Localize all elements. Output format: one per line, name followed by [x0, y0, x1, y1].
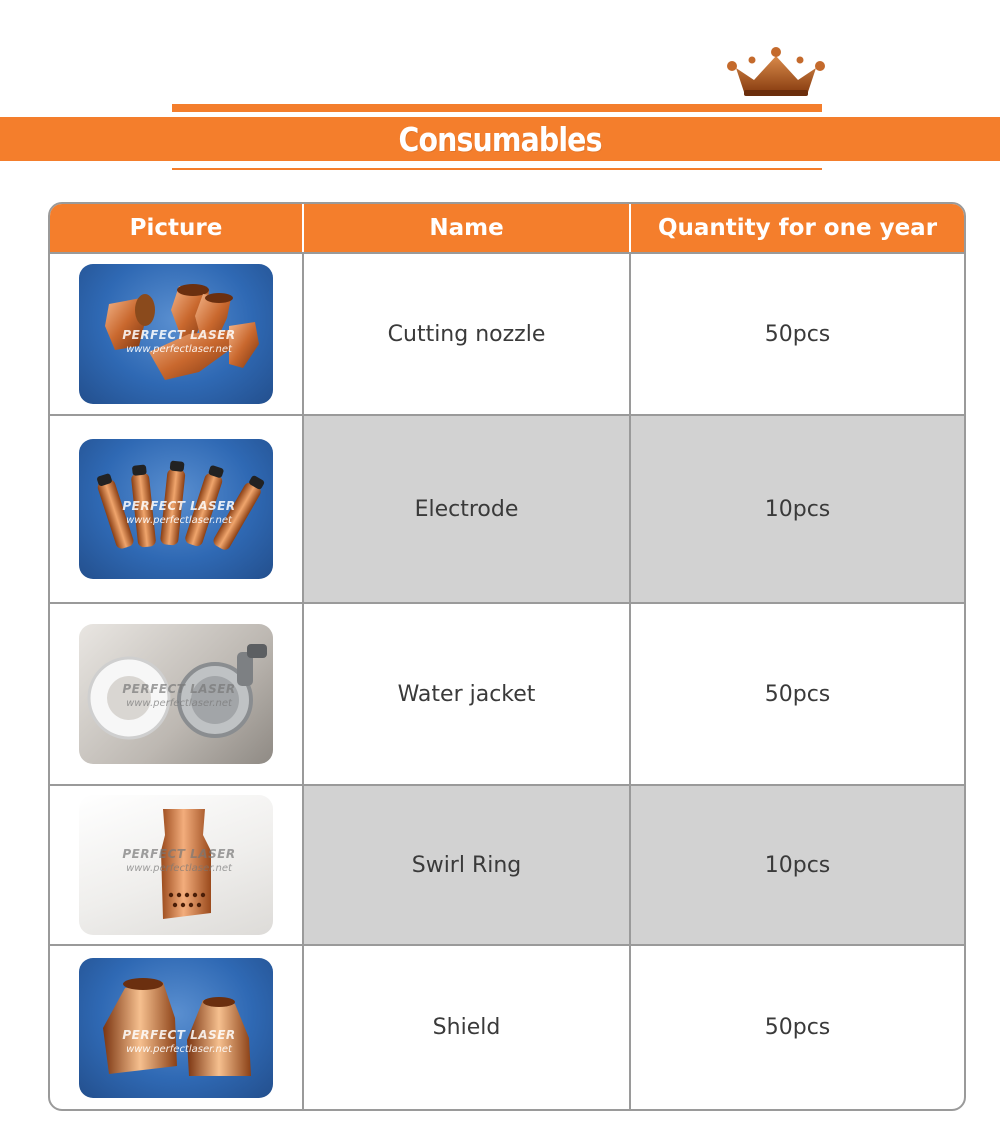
- item-quantity: 50pcs: [764, 1015, 831, 1040]
- picture-cell: [50, 254, 302, 414]
- item-quantity: 50pcs: [764, 681, 831, 707]
- page-title: Consumables: [398, 119, 602, 159]
- table-row: [50, 252, 964, 414]
- photo-watermark-url: www.perfectlaser.net: [126, 863, 232, 874]
- name-cell: [302, 254, 629, 414]
- name-cell: [302, 416, 629, 602]
- picture-cell: [50, 416, 302, 602]
- item-quantity: 10pcs: [764, 496, 831, 522]
- swirl-ring-photo: [79, 795, 273, 935]
- item-name: Swirl Ring: [411, 852, 522, 878]
- name-cell: [302, 786, 629, 944]
- item-quantity: 50pcs: [764, 321, 831, 347]
- picture-cell: [50, 946, 302, 1109]
- picture-cell: [50, 786, 302, 944]
- photo-watermark: PERFECT LASER: [122, 847, 236, 861]
- crown-icon: [726, 46, 826, 98]
- name-cell: [302, 946, 629, 1109]
- photo-watermark: PERFECT LASER: [122, 1027, 236, 1042]
- quantity-cell: [629, 786, 964, 944]
- photo-watermark: PERFECT LASER: [122, 499, 236, 513]
- table-row: [50, 602, 964, 784]
- quantity-cell: [629, 254, 964, 414]
- banner-bottom-rule: [172, 168, 822, 170]
- table-row: [50, 414, 964, 602]
- header-quantity: Quantity for one year: [629, 204, 964, 252]
- picture-cell: [50, 604, 302, 784]
- header-name: Name: [302, 204, 629, 252]
- shield-photo: [79, 958, 273, 1098]
- consumables-table: [48, 202, 966, 1111]
- photo-watermark-url: www.perfectlaser.net: [126, 515, 232, 526]
- banner-band: [0, 117, 1000, 161]
- item-name: Cutting nozzle: [387, 321, 546, 347]
- item-quantity: 10pcs: [764, 852, 831, 878]
- water-jacket-photo: [79, 624, 273, 764]
- name-cell: [302, 604, 629, 784]
- item-name: Electrode: [414, 496, 519, 522]
- photo-watermark-url: www.perfectlaser.net: [126, 344, 232, 355]
- photo-watermark: PERFECT LASER: [122, 328, 236, 342]
- table-header-row: [50, 204, 964, 252]
- cutting-nozzle-photo: [79, 264, 273, 404]
- photo-watermark: PERFECT LASER: [122, 682, 236, 696]
- item-name: Water jacket: [397, 681, 536, 707]
- header-picture: Picture: [129, 215, 223, 241]
- quantity-cell: [629, 946, 964, 1109]
- photo-watermark-url: www.perfectlaser.net: [126, 698, 232, 709]
- table-row: [50, 944, 964, 1109]
- quantity-cell: [629, 416, 964, 602]
- item-name: Shield: [432, 1015, 501, 1040]
- photo-watermark-url: www.perfectlaser.net: [126, 1043, 232, 1055]
- quantity-cell: [629, 604, 964, 784]
- electrode-photo: [79, 439, 273, 579]
- table-row: [50, 784, 964, 944]
- banner-top-rule: [172, 104, 822, 112]
